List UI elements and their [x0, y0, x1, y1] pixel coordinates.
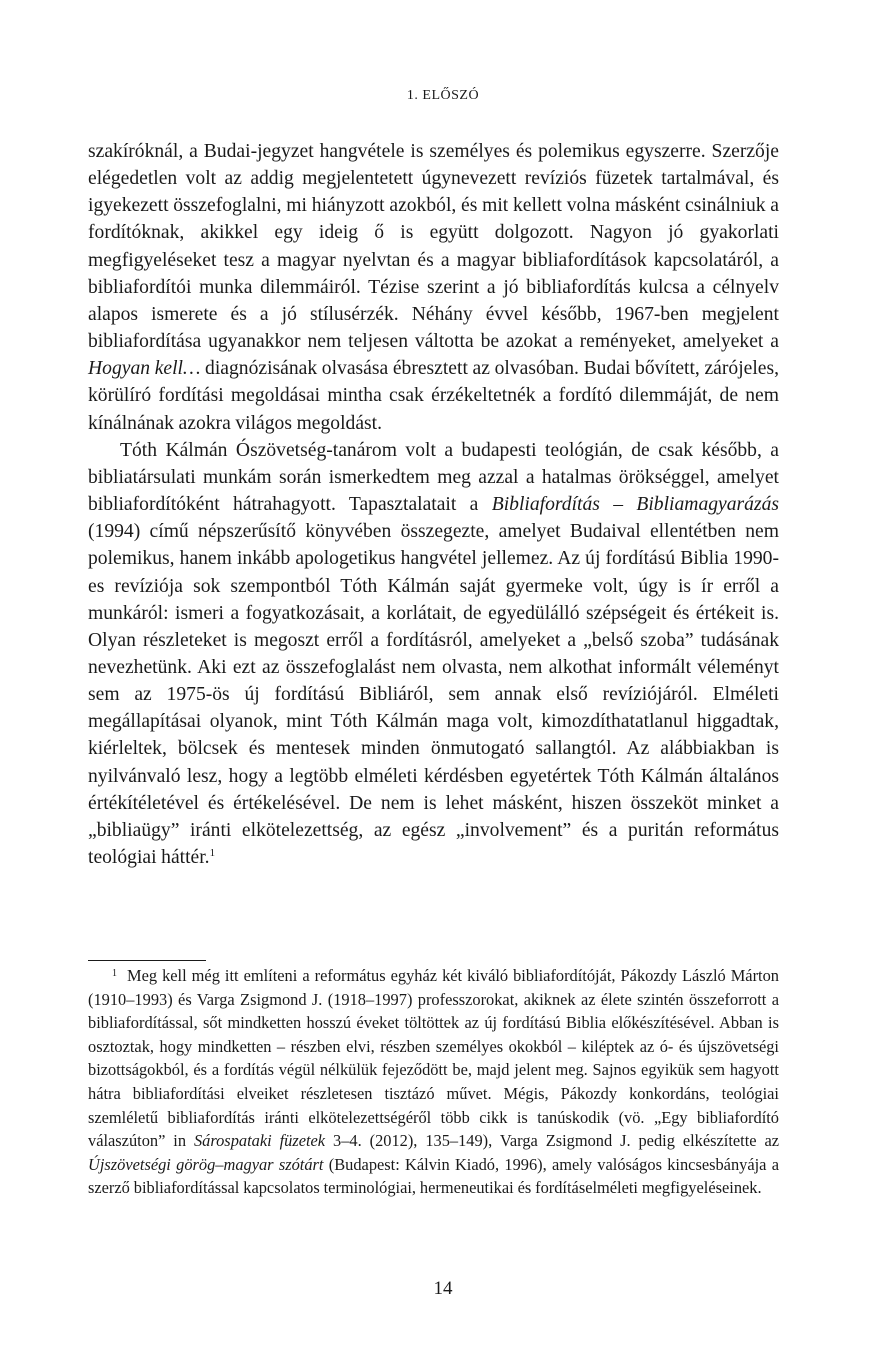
paragraph-1-title-italic: Hogyan kell… [88, 358, 201, 380]
footnote-text-c: (Budapest: Kálvin Kiadó, 1996), amely valóságos kincsesbányája a szerző bibliafordítással kapcsolatos terminológiai, hermeneutikai és fordításelméleti megfigyeléseinek. [88, 1154, 779, 1198]
running-head: 1. ELŐSZÓ [406, 88, 480, 103]
paragraph-2-text-a: Tóth Kálmán Ószövetség-tanárom volt a budapesti teológián, de csak később, a bibliatársulati munkám során ismerkedtem meg azzal a hatalmas örökséggel, amelyet bibliafordítóként hátrahagyott. Tapasztalatait a [88, 439, 779, 516]
footnote-text-b: 3–4. (2012), 135–149), Varga Zsigmond J. pedig elkészítette az [325, 1131, 780, 1151]
footnote-text-a: Meg kell még itt említeni a református egyház két kiváló bibliafordítóját, Pákozdy László Márton (1910–1993) és Varga Zsigmond J. (1918–1997) professzorokat, akiknek az élete szintén összeforrott a bibliafordítással, sőt mindketten hosszú éveket töltöttek az új fordítású Biblia előkészítésével. Abban is osztoztak, hogy mindketten – részben elvi, részben személyes okokból – kiléptek az ó- és újszövetségi bizottságokból, és a fordítás végül nélkülük fejeződött be, majd jelent meg. Sajnos egyikük sem hagyott hátra bibliafordítási elveiket részletesen tisztázó művet. Mégis, Pákozdy konkordáns, teológiai szemléletű bibliafordítás iránti elkötelezettségéről több cikk is tanúskodik (vö. „Egy bibliafordító válaszúton” in [88, 966, 779, 1151]
page-number: 14 [433, 1278, 453, 1299]
paragraph-2-title-italic: Bibliafordítás – Bibliamagyarázás [491, 494, 779, 516]
paragraph-1 [88, 138, 779, 437]
footnote-reference[interactable]: 1 [209, 847, 216, 860]
footnote-title-italic-1: Sárospataki füzetek [193, 1131, 326, 1151]
footnote-1 [88, 964, 779, 1200]
footnote-title-italic-2: Újszövetségi görög–magyar szótárt [88, 1154, 324, 1174]
paragraph-2 [88, 437, 779, 872]
footnote-divider [88, 960, 206, 961]
paragraph-1-text-a: szakíróknál, a Budai-jegyzet hangvétele is személyes és polemikus egyszerre. Szerzője elégedetlen volt az addig megjelentetett úgynevezett revíziós füzetek tartalmával, és igyekezett összefoglalni, mi hiányzott azokból, és mit kellett volna másként csinálniuk a fordítóknak, akikkel egy ideig ő is együtt dolgozott. Nagyon jó gyakorlati megfigyeléseket tesz a magyar nyelvtan és a magyar bibliafordítások kapcsolatáról, a bibliafordítói munka dilemmáiról. Tézise szerint a jó bibliafordítás kulcsa a célnyelv alapos ismerete és a jó stílusérzék. Néhány évvel később, 1967-ben megjelent bibliafordítása ugyanakkor nem teljesen váltotta be azokat a reményeket, amelyeket a [88, 141, 779, 353]
paragraph-2-text-b: (1994) című népszerűsítő könyvében összegezte, amelyet Budaival ellentétben nem polemikus, hanem inkább apologetikus hangvétel jellemez. Az új fordítású Biblia 1990-es revíziója sok szempontból Tóth Kálmán saját gyermeke volt, úgy is ír erről a munkáról: ismeri a fogyatkozásait, a korlátait, de egyedülálló szépségeit és értékeit is. Olyan részleteket is megoszt erről a fordításról, amelyeket a „belső szoba” tudásának nevezhetünk. Aki ezt az összefoglalást nem olvasta, nem alkothat informált véleményt sem az 1975-ös új fordítású Bibliáról, sem annak első revíziójáról. Elméleti megállapításai olyanok, mint Tóth Kálmán maga volt, kimozdíthatatlanul higgadtak, kiérleltek, bölcsek és mentesek minden önmutogató sallangtól. Az alábbiakban is nyilvánvaló lesz, hogy a legtöbb elméleti kérdésben egyetértek Tóth Kálmán általános értékítéletével és értékelésével. De nem is lehet másként, hiszen összeköt minket a „bibliaügy” iránti elkötelezettség, az egész „involvement” és a puritán református teológiai háttér. [88, 521, 779, 869]
paragraph-1-text-b: diagnózisának olvasása ébresztett az olvasóban. Budai bővített, zárójeles, körülíró fordítási megoldásai mintha csak érzékeltetnék a fordító dilemmáját, de nem kínálnának azokra világos megoldást. [88, 358, 779, 434]
main-text [88, 138, 779, 871]
footnote-number: 1 [112, 968, 117, 979]
